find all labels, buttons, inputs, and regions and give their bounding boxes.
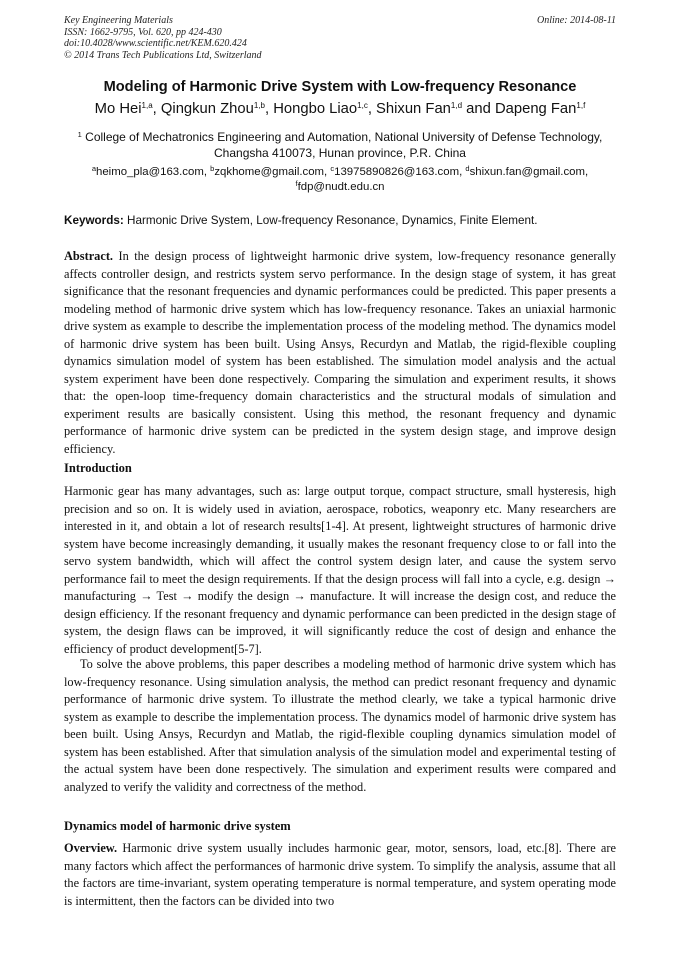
- author-name: Hongbo Liao: [273, 101, 358, 117]
- keywords-text: Harmonic Drive System, Low-frequency Resonance, Dynamics, Finite Element.: [127, 214, 538, 227]
- email-list: $^a$heimo_pla@163.com, $^b$zqkhome@gmail.com, $^c$13975890826@163.com, $^d$shixun.fan@gmail.com, $^f$fdp@nudt.edu.cn: [91, 164, 589, 193]
- abstract-text: In the design process of lightweight harmonic drive system, low-frequency resonance generally affects controller design, and restricts system servo performance. In the design stage of system, it has great significance that the resonant frequencies and dynamic performances could be predicted. This paper presents a modeling method of harmonic drive system which has low-frequency resonance. Takes an uniaxial harmonic drive system as example to describe the implementation process of the modeling method. The dynamics model of harmonic drive system has been built. Using Ansys, Recurdyn and Matlab, the rigid-flexible coupling dynamics simulation model of system has been established. The simulation model analysis and the actual system experiment have been done respectively. Comparing the simulation and experiment results, it shows that: the open-loop time-frequency domain characteristics and the structural modals of simulation and experiment results are basically consistent. Using this method, the resonant frequency and dynamic performance of harmonic drive system can be predicted in the system design stage, and improve design efficiency.: [64, 249, 616, 456]
- section-heading-dynamics: Dynamics model of harmonic drive system: [64, 819, 291, 833]
- author-name: Shixun Fan: [376, 101, 451, 117]
- email-address[interactable]: zqkhome@gmail.com: [214, 166, 325, 178]
- email-address[interactable]: 13975890826@163.com: [334, 166, 460, 178]
- journal-header: [64, 15, 616, 61]
- email-sup: a: [91, 164, 97, 173]
- abstract: [64, 248, 616, 458]
- affiliation-line-2: Changsha 410073, Hunan province, P.R. China: [214, 145, 466, 160]
- author-sup: 1,a: [141, 101, 153, 110]
- author-separator: ,: [367, 101, 377, 117]
- email-sup: d: [465, 164, 470, 173]
- author-sup: 1,d: [450, 101, 463, 110]
- email-address[interactable]: shixun.fan@gmail.com: [469, 166, 585, 178]
- email-address[interactable]: fdp@nudt.edu.cn: [297, 181, 385, 193]
- affiliation-line-1: College of Mechatronics Engineering and Automation, National University of Defense Technology,: [85, 130, 603, 144]
- intro-paragraph-1: Harmonic gear has many advantages, such as: large output torque, compact structure, small hysteresis, high precision and so on. It is widely used in aviation, aerospace, robotics, weaponry etc. Many researchers are interested in it, and obtain a lot of research results[1-4]. At present, lightweight structures of harmonic drive system have become increasingly demanding, it usually makes the resonant frequency close to or fall into the servo system bandwidth, which will affect the control system design later, and cause the system servo performance fail to meet the design requirements. If that the design process will fall into a cycle, e.g. design → manufacturing → Test → modify the design → manufacture. It will increase the design cost, and reduce the design efficiency. If the resonant frequency and dynamic performance can been predicted in the design stage of system, the design flaws can be improved, it will significantly reduce the cost of design and enhance the efficiency of product development[5-7].: [64, 484, 616, 656]
- intro-paragraph-2: To solve the above problems, this paper describes a modeling method of harmonic drive system which has low-frequency resonance. Using simulation analysis, the method can predict resonant frequency and dynamic performance of harmonic drive system. To illustrate the method clearly, we take a typical harmonic drive system as example to describe the implementation process. The dynamics model of harmonic drive system has been built. Using Ansys, Recurdyn and Matlab, the rigid-flexible coupling dynamics simulation model of system has been established. After that simulation analysis of the simulation model and experimental testing of the actual system have been done respectively. The simulation and experiment results were compared and analyzed to verify the validity and correctness of the method.: [64, 657, 616, 794]
- author-sup: 1,c: [357, 101, 368, 110]
- email-sup: c: [330, 164, 335, 173]
- author-list: [64, 101, 616, 117]
- overview-label: Overview.: [64, 841, 118, 855]
- issn-line: ISSN: 1662-9795, Vol. 620, pp 424-430: [64, 26, 222, 38]
- author-name: Dapeng Fan: [494, 101, 577, 117]
- author-sup: 1,b: [253, 101, 265, 110]
- copyright-line: © 2014 Trans Tech Publications Ltd, Switzerland: [64, 49, 262, 61]
- affiliation: [64, 130, 616, 161]
- affiliation-sup: 1: [77, 130, 82, 139]
- section-heading-introduction: Introduction: [64, 461, 132, 475]
- paper-title: Modeling of Harmonic Drive System with Low-frequency Resonance: [103, 79, 577, 95]
- author-separator: ,: [264, 101, 274, 117]
- overview-text: Harmonic drive system usually includes harmonic gear, motor, sensors, load, etc.[8]. There are many factors which affect the performances of harmonic drive system. To simplify the analysis, assume that all the factors are time-invariant, system operating temperature is normal temperature, and system operating mode is intermittent, then the factors can be divided into two: [64, 841, 616, 908]
- email-sup: f: [295, 179, 298, 188]
- overview-paragraph: [64, 840, 616, 910]
- email-sup: b: [210, 164, 215, 173]
- keywords-label: Keywords:: [64, 214, 124, 227]
- abstract-label: Abstract.: [64, 249, 114, 263]
- doi-line: doi:10.4028/www.scientific.net/KEM.620.424: [64, 38, 247, 49]
- journal-name: Key Engineering Materials: [64, 15, 173, 26]
- author-sup: 1,f: [576, 101, 586, 110]
- email-address[interactable]: heimo_pla@163.com: [96, 166, 204, 178]
- author-conjunction: and: [462, 101, 495, 117]
- author-name: Mo Hei: [94, 101, 142, 117]
- author-name: Qingkun Zhou: [160, 101, 254, 117]
- author-separator: ,: [152, 101, 161, 117]
- keywords: [64, 214, 616, 227]
- online-date: Online: 2014-08-11: [537, 15, 616, 26]
